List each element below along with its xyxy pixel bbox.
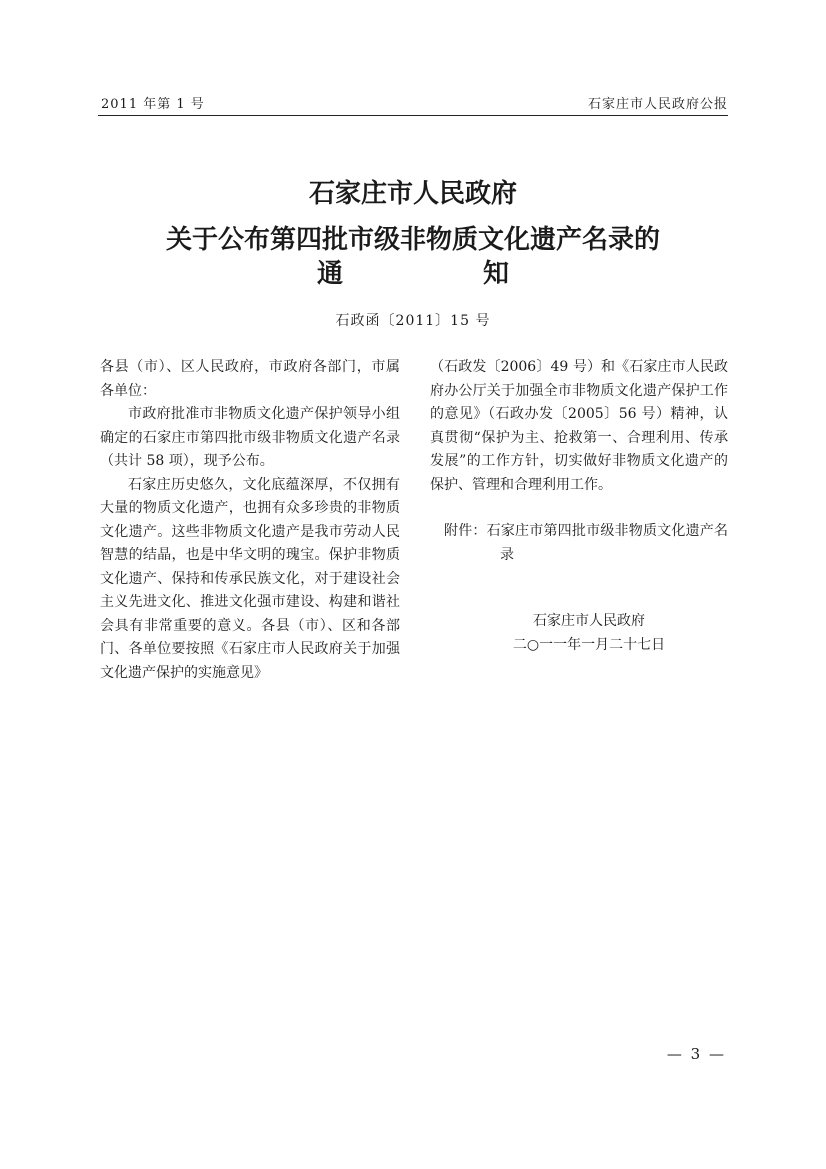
body-left-column (100, 356, 400, 685)
title-char-tong: 通 (316, 259, 343, 289)
paragraph-2-part-1: 石家庄历史悠久，文化底蕴深厚，不仅拥有大量的物质文化遗产，也拥有众多珍贵的非物质文化遗产。这些非物质文化遗产是我市劳动人民智慧的结晶，也是中华文明的瑰宝。保护非物质文化遗产、保持和传承民族文化，对于建设社会主义先进文化、推进文化强市建设、构建和谐社会具有非常重要的意义。各县（市）、区和各部门、各单位要按照《石家庄市人民政府关于加强文化遗产保护的实施意见》 (100, 476, 400, 681)
document-number: 石政函〔2011〕15 号 (335, 313, 491, 329)
header-publication: 石家庄市人民政府公报 (587, 97, 728, 112)
document-title-line-2: 关于公布第四批市级非物质文化遗产名录的 (165, 225, 660, 255)
document-title-line-1: 石家庄市人民政府 (308, 179, 517, 209)
page-number: — 3 — (666, 1045, 726, 1063)
header-issue: 2011 年第 1 号 (101, 97, 205, 112)
paragraph-2-part-2: （石政发〔2006〕49 号）和《石家庄市人民政府办公厅关于加强全市非物质文化遗产保护工作的意见》（石政办发〔2005〕56 号）精神，认真贯彻“保护为主、抢救第一、合理利用、传承发展”的工作方针，切实做好非物质文化遗产的保护、管理和合理利用工作。 (430, 359, 728, 493)
body-right-column (430, 356, 728, 657)
salutation: 各县（市）、区人民政府，市政府各部门，市属各单位： (100, 359, 400, 399)
header-divider (98, 115, 728, 116)
paragraph-1: 市政府批准市非物质文化遗产保护领导小组确定的石家庄市第四批市级非物质文化遗产名录（共计 58 项），现予公布。 (100, 406, 400, 469)
attachment-note: 附件：石家庄市第四批市级非物质文化遗产名录 (444, 523, 728, 563)
issue-date: 二○一一年一月二十七日 (512, 636, 666, 653)
title-char-zhi: 知 (483, 259, 510, 289)
issuer-signature: 石家庄市人民政府 (533, 613, 645, 629)
document-title-line-3 (98, 256, 728, 292)
